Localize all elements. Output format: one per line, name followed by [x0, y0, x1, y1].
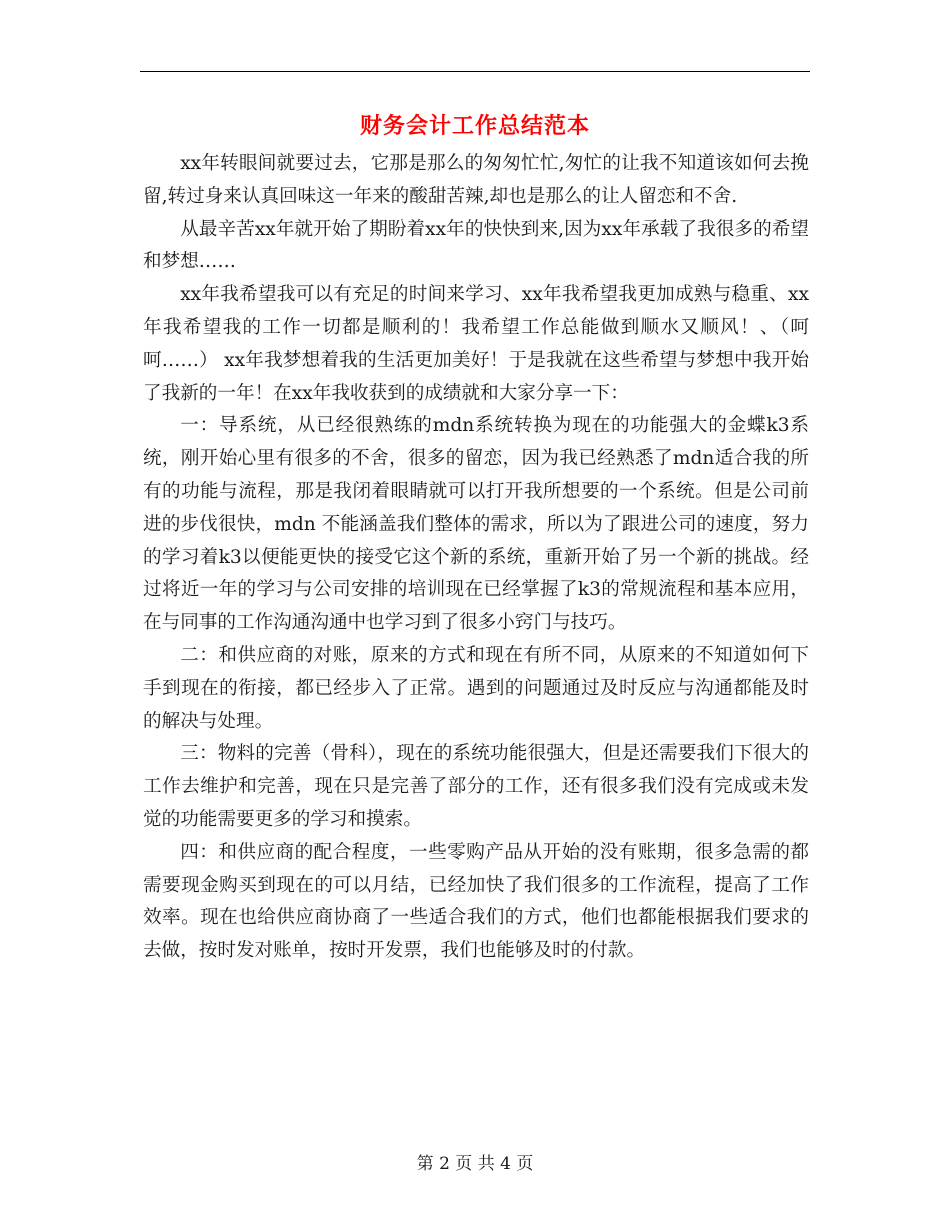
header-rule [140, 71, 810, 72]
paragraph-item-two: 二：和供应商的对账，原来的方式和现在有所不同，从原来的不知道如何下手到现在的衔接，都已经步入了正常。遇到的问题通过及时反应与沟通都能及时的解决与处理。 [143, 644, 809, 732]
paragraph-item-one: 一：导系统，从已经很熟练的mdn系统转换为现在的功能强大的金蝶k3系统，刚开始心里有很多的不舍，很多的留恋，因为我已经熟悉了mdn适合我的所有的功能与流程，那是我闭着眼睛就可以打开我所想要的一个系统。但是公司前进的步伐很快，mdn 不能涵盖我们整体的需求，所以为了跟进公司的速度，努力的学习着k3以便能更快的接受它这个新的系统，重新开始了另一个新的挑战。经过将近一年的学习与公司安排的培训现在已经掌握了k3的常规流程和基本应用，在与同事的工作沟通沟通中也学习到了很多小窍门与技巧。 [143, 415, 809, 634]
document-title: 财务会计工作总结范本 [359, 113, 590, 139]
paragraph-intro: xx年转眼间就要过去，它那是那么的匆匆忙忙,匆忙的让我不知道该如何去挽留,转过身来认真回味这一年来的酸甜苦辣,却也是那么的让人留恋和不舍. [143, 153, 809, 207]
paragraph-item-three: 三：物料的完善（骨科），现在的系统功能很强大，但是还需要我们下很大的工作去维护和完善，现在只是完善了部分的工作，还有很多我们没有完成或未发觉的功能需要更多的学习和摸索。 [143, 743, 809, 830]
paragraph-hopes: xx年我希望我可以有充足的时间来学习、xx年我希望我更加成熟与稳重、xx年我希望我的工作一切都是顺利的！我希望工作总能做到顺水又顺风！、（呵呵……） xx年我梦想着我的生活更加美好！于是我就在这些希望与梦想中我开始了我新的一年！在xx年我收获到的成绩就和大家分享一下： [143, 284, 809, 404]
paragraph-expectation: 从最辛苦xx年就开始了期盼着xx年的快快到来,因为xx年承载了我很多的希望和梦想…… [143, 218, 809, 273]
document-body [143, 148, 809, 968]
page-number-footer: 第 2 页 共 4 页 [416, 1154, 534, 1174]
paragraph-item-four: 四：和供应商的配合程度，一些零购产品从开始的没有账期，很多急需的都需要现金购买到现在的可以月结，已经加快了我们很多的工作流程，提高了工作效率。现在也给供应商协商了一些适合我们的方式，他们也都能根据我们要求的去做，按时发对账单，按时开发票，我们也能够及时的付款。 [143, 841, 809, 962]
